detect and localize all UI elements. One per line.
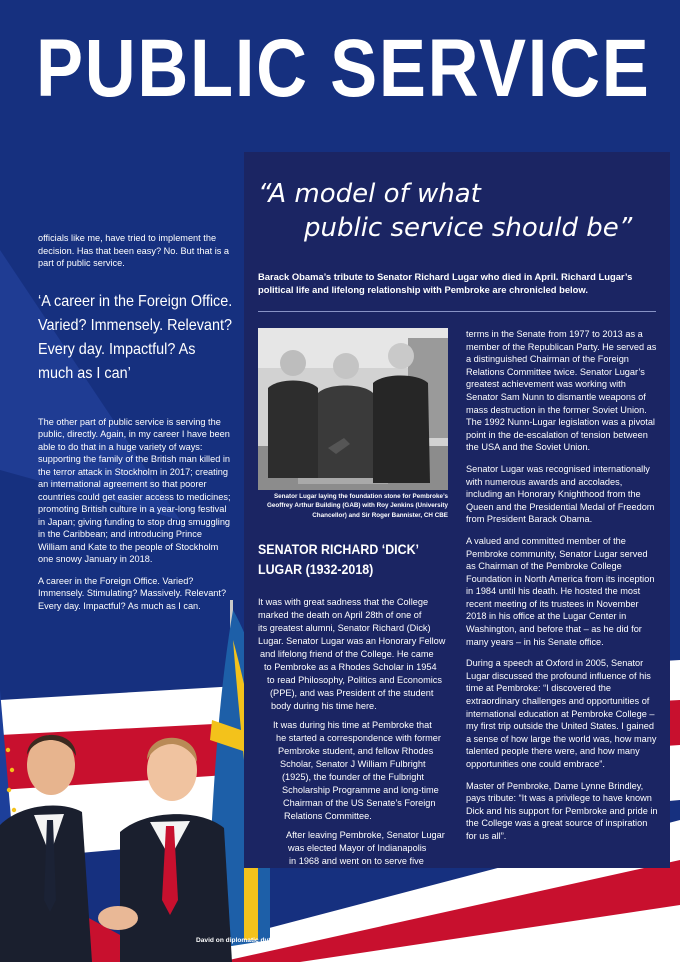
body-paragraph: Senator Lugar was recognised internationally with numerous awards and accolades, including an Honorary Knighthood from the Queen and the Presidential Medal of Freedom from President Barack Obama. [466, 463, 655, 525]
middle-line: Scholar, Senator J William Fulbright [280, 759, 426, 769]
page-number: 5 [634, 935, 640, 945]
quote-line-2: public service should be” [304, 212, 633, 243]
intro-paragraph: officials like me, have tried to implement the decision. Has that been easy? No. But that is a part of public service. [38, 233, 230, 269]
middle-line: and lifelong friend of the College. He came [260, 649, 434, 659]
middle-line: its greatest alumni, Senator Richard (Dick) [258, 623, 431, 633]
middle-line: It was with great sadness that the College [258, 597, 429, 607]
middle-line: After leaving Pembroke, Senator Lugar [286, 830, 445, 840]
feature-quote-title [258, 178, 658, 246]
middle-line: Relations Committee. [284, 811, 372, 821]
middle-line: to Pembroke as a Rhodes Scholar in 1954 [264, 662, 437, 672]
middle-line: marked the death on April 28th of one of [258, 610, 422, 620]
middle-line: (1925), the founder of the Fulbright [282, 772, 424, 782]
middle-line: Pembroke student, and fellow Rhodes [278, 746, 434, 756]
diplomatic-duty-photo [0, 600, 280, 962]
foundation-stone-photo [258, 328, 448, 490]
middle-line: body during his time here. [271, 701, 377, 711]
body-paragraph: A valued and committed member of the Pembroke community, Senator Lugar served as Chairman of the Pembroke College Foundation in North America from its inception in 1984 until his death. He hosted the most recent meeting of its trustees in November 2018 in his office at the Lugar Center in Washington, and before that – as he did for many years – in his Senate office. [466, 535, 655, 647]
foundation-photo-caption: Senator Lugar laying the foundation stone for Pembroke’s Geoffrey Arthur Building (GAB) with Roy Jenkins (University Chancellor) and Sir Roger Bannister, CH CBE [267, 493, 448, 519]
body-paragraph: terms in the Senate from 1977 to 2013 as a member of the Republican Party. He served as a distinguished Chairman of the Foreign Relations Committee twice. Senator Lugar’s greatest achievement was working with Senator Sam Nunn to dismantle weapons of mass destruction in the former Soviet Union. The 1992 Nunn-Lugar legislation was a pivotal point in the de-escalation of tension between the USA and the Soviet Union. [466, 329, 657, 453]
body-paragraph: Master of Pembroke, Dame Lynne Brindley, pays tribute: “It was a privilege to have known Dick and his support for Pembroke and pride in the College was a great source of inspiration for us all”. [466, 780, 658, 841]
middle-line: It was during his time at Pembroke that [273, 720, 432, 730]
middle-line: to read Philosophy, Politics and Economics [267, 675, 442, 685]
middle-line: he started a correspondence with former [276, 733, 441, 743]
section-heading: SENATOR RICHARD ‘DICK’ LUGAR (1932-2018) [258, 542, 419, 577]
right-column [466, 328, 658, 852]
middle-line: in 1968 and went on to serve five [289, 856, 424, 866]
quote-line-1: “A model of what [258, 179, 481, 209]
middle-line: Chairman of the US Senate’s Foreign [283, 798, 436, 808]
divider [258, 311, 656, 312]
bottom-photo-caption: David on diplomatic duty [196, 937, 275, 944]
body-paragraph: A career in the Foreign Office. Varied? Immensely. Stimulating? Massively. Relevant? Every day. Impactful? As much as I can. [38, 575, 227, 611]
middle-line: Lugar. Senator Lugar was an Honorary Fellow [258, 636, 446, 646]
page-footer [554, 935, 640, 945]
publication-name: THE PEMBROKIAN [554, 936, 632, 945]
body-paragraph: During a speech at Oxford in 2005, Senator Lugar discussed the profound influence of his time at Pembroke: “I discovered the extraordinary challenges and opportunities of international education at Pembroke College – my first trip outside the United States. I gained a sense of how large the world was, how many talented people there were, and how many opportunities one could embrace”. [466, 658, 657, 769]
middle-line: was elected Mayor of Indianapolis [288, 843, 427, 853]
feature-standfirst: Barack Obama’s tribute to Senator Richard Lugar who died in April. Richard Lugar’s political life and lifelong relationship with Pembroke are chronicled below. [258, 271, 633, 296]
middle-line: (PPE), and was President of the student [270, 688, 434, 698]
body-paragraph: The other part of public service is serving the public, directly. Again, in my career I have been able to do that in a huge variety of ways: supporting the family of the British man killed in the terror attack in Stockholm in 2017; creating an international agreement so that poorer countries could get easier access to medicines; promoting British culture in a year-long festival in Japan; giving funding to stop drug smuggling in the Caribbean; and introducing Prince William and Kate to the people of Stockholm one snowy January in 2018. [38, 416, 231, 565]
middle-line: Scholarship Programme and long-time [282, 785, 439, 795]
left-column [38, 232, 232, 621]
pull-quote: ‘A career in the Foreign Office. Varied? Immensely. Relevant? Every day. Impactful? As much as I can’ [38, 292, 233, 382]
page-headline: PUBLIC SERVICE [36, 23, 651, 114]
